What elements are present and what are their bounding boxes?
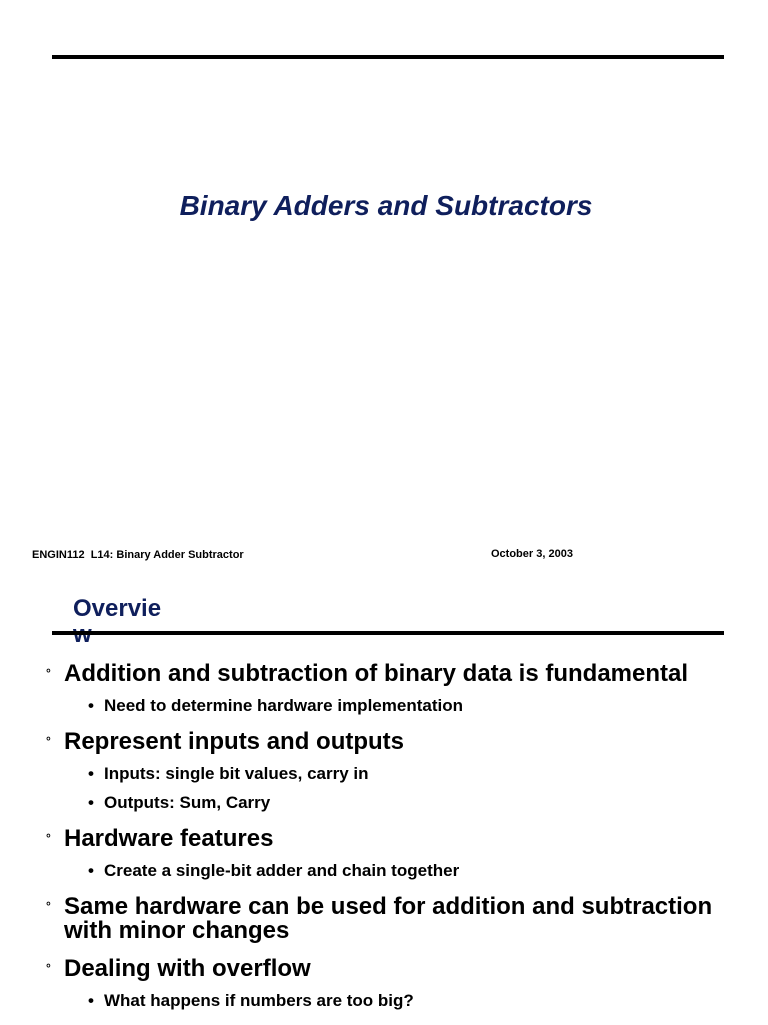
sub-bullet-marker-icon: • bbox=[88, 793, 94, 812]
sub-bullet-list bbox=[64, 991, 746, 1011]
sub-bullet-marker-icon: • bbox=[88, 764, 94, 783]
bullet-text: Same hardware can be used for addition and subtraction with minor changes bbox=[64, 893, 713, 944]
sub-bullet-item bbox=[64, 764, 746, 784]
footer-course-label: ENGIN112 L14: Binary Adder Subtractor bbox=[32, 549, 244, 561]
footer-date: October 3, 2003 bbox=[491, 548, 573, 560]
sub-bullet-item bbox=[64, 991, 746, 1011]
bullet-text: Addition and subtraction of binary data is fundamental bbox=[64, 660, 689, 687]
bullet-marker-icon: ° bbox=[46, 899, 51, 913]
sub-bullet-marker-icon: • bbox=[88, 991, 94, 1010]
bullet-text: Dealing with overflow bbox=[64, 955, 311, 982]
bullet-marker-icon: ° bbox=[46, 734, 51, 748]
slide-title: Binary Adders and Subtractors bbox=[179, 190, 593, 221]
sub-bullet-list bbox=[64, 861, 746, 881]
bullet-marker-icon: ° bbox=[46, 961, 51, 975]
sub-bullet-text: Outputs: Sum, Carry bbox=[104, 793, 271, 812]
overview-divider-line bbox=[52, 631, 724, 635]
bullet-text: Hardware features bbox=[64, 825, 274, 852]
bullet-item bbox=[46, 895, 746, 943]
sub-bullet-list bbox=[64, 764, 746, 813]
overview-heading: Overvie bbox=[73, 595, 162, 622]
bullet-item bbox=[46, 827, 746, 881]
sub-bullet-item bbox=[64, 696, 746, 716]
bullet-item bbox=[46, 730, 746, 813]
bullet-marker-icon: ° bbox=[46, 831, 51, 845]
bullet-item bbox=[46, 662, 746, 716]
sub-bullet-item bbox=[64, 793, 746, 813]
sub-bullet-text: Inputs: single bit values, carry in bbox=[104, 764, 369, 783]
bullet-marker-icon: ° bbox=[46, 666, 51, 680]
top-divider-line bbox=[52, 55, 724, 59]
sub-bullet-marker-icon: • bbox=[88, 861, 94, 880]
sub-bullet-marker-icon: • bbox=[88, 696, 94, 715]
sub-bullet-list bbox=[64, 696, 746, 716]
bullet-text: Represent inputs and outputs bbox=[64, 728, 405, 755]
sub-bullet-text: What happens if numbers are too big? bbox=[104, 991, 414, 1010]
sub-bullet-text: Need to determine hardware implementation bbox=[104, 696, 463, 715]
bullet-list bbox=[46, 662, 746, 1025]
bullet-item bbox=[46, 957, 746, 1011]
sub-bullet-text: Create a single-bit adder and chain together bbox=[104, 861, 460, 880]
sub-bullet-item bbox=[64, 861, 746, 881]
